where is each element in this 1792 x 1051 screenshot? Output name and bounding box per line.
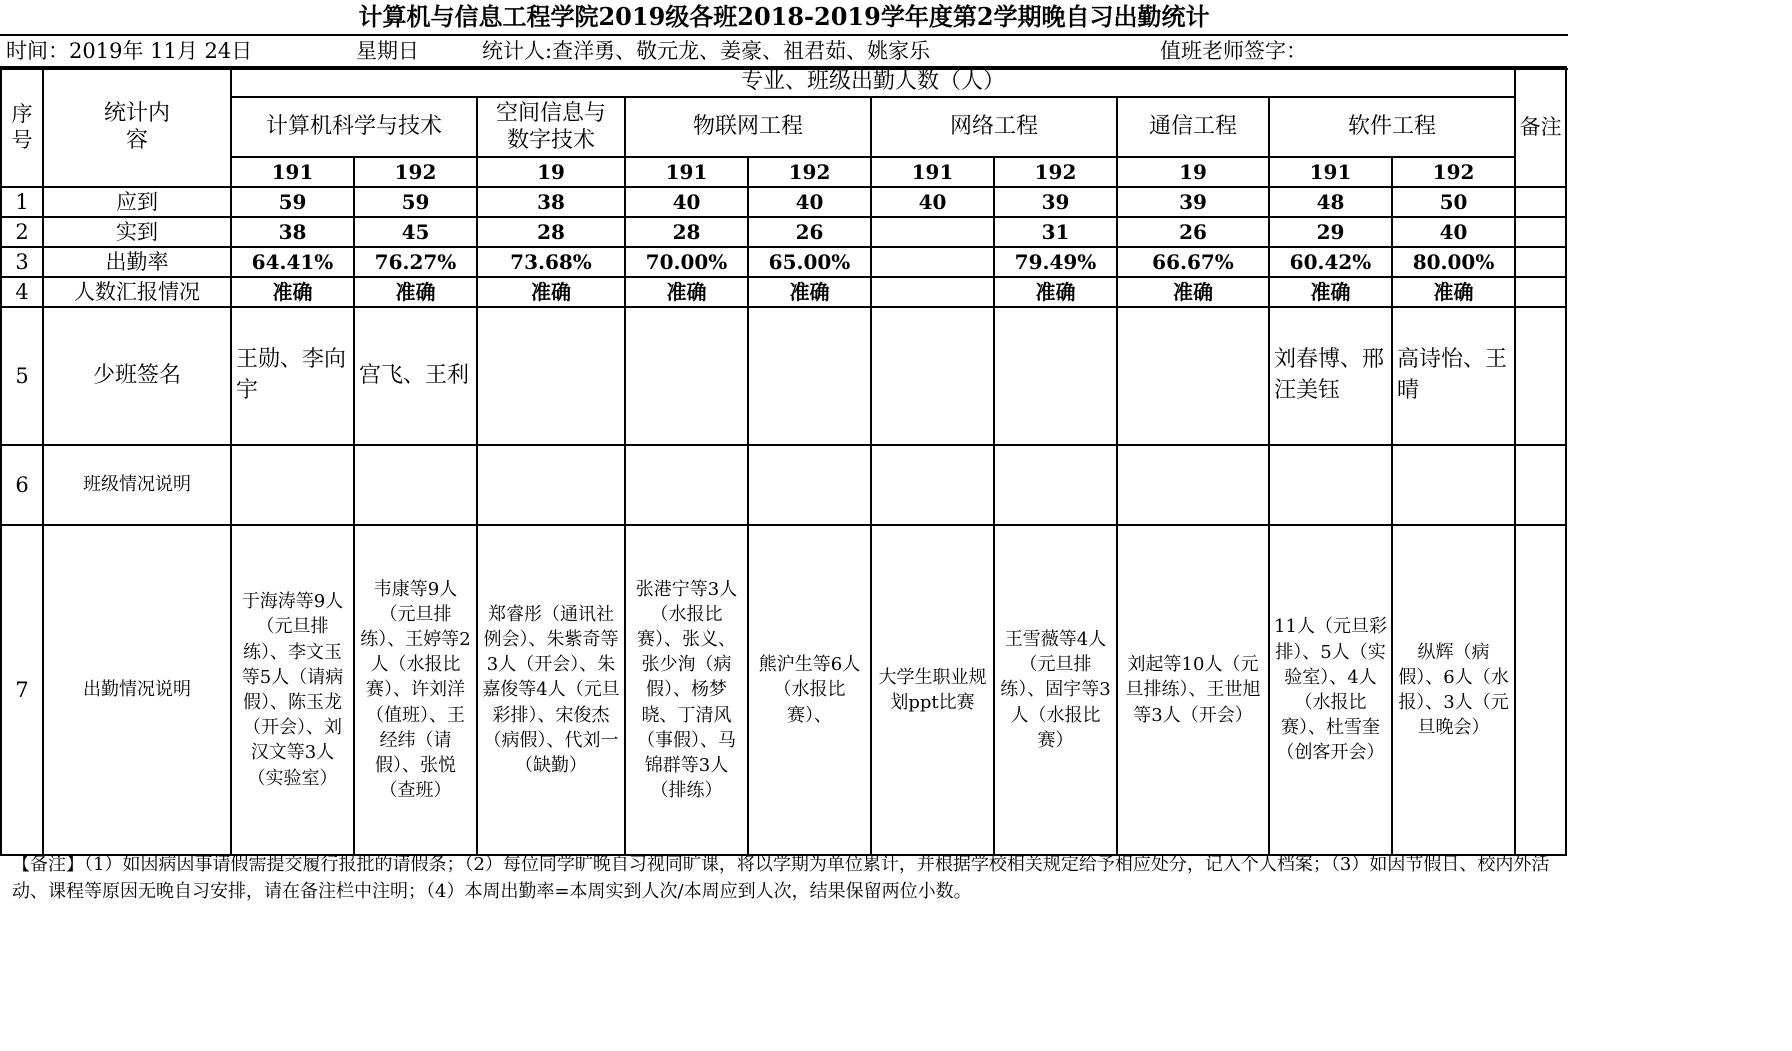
row-value <box>871 307 994 445</box>
row-seq: 4 <box>1 277 43 307</box>
row-value: 准确 <box>231 277 354 307</box>
major-header: 计算机科学与技术 <box>231 97 477 157</box>
row-value <box>748 445 871 525</box>
row-value: 79.49% <box>994 247 1117 277</box>
row-value: 65.00% <box>748 247 871 277</box>
row-value: 准确 <box>1117 277 1269 307</box>
class-header: 192 <box>748 157 871 187</box>
table-row <box>1 187 1566 217</box>
notes-text: 【备注】（1）如因病因事请假需提交履行报批的请假条；（2）每位同学旷晚自习视同旷课，将以学期为单位累计，并根据学校相关规定给予相应处分，记入个人档案；（3）如因节假日、校内外活动、课程等原因无晚自习安排，请在备注栏中注明；（4）本周出勤率=本周实到人次/本周应到人次，结果保留两位小数。 <box>12 854 1550 902</box>
table-row <box>1 525 1566 855</box>
row-remark <box>1515 307 1566 445</box>
row-value: 76.27% <box>354 247 477 277</box>
row-value <box>871 217 994 247</box>
row-value <box>477 445 625 525</box>
table-row <box>1 307 1566 445</box>
class-row <box>1 157 1566 187</box>
row-value: 38 <box>477 187 625 217</box>
row-value <box>1117 445 1269 525</box>
row-value: 熊沪生等6人（水报比赛）、 <box>748 525 871 855</box>
row-value: 准确 <box>625 277 748 307</box>
row-value: 64.41% <box>231 247 354 277</box>
major-header: 通信工程 <box>1117 97 1269 157</box>
row-value: 48 <box>1269 187 1392 217</box>
row-value <box>1392 445 1515 525</box>
row-value <box>871 247 994 277</box>
row-value: 50 <box>1392 187 1515 217</box>
class-header: 192 <box>1392 157 1515 187</box>
row-remark <box>1515 525 1566 855</box>
row-value: 40 <box>748 187 871 217</box>
major-header: 软件工程 <box>1269 97 1515 157</box>
row-value: 宫飞、王利 <box>354 307 477 445</box>
row-value: 大学生职业规划ppt比赛 <box>871 525 994 855</box>
row-value: 王勋、李向宇 <box>231 307 354 445</box>
class-header: 191 <box>231 157 354 187</box>
row-value <box>994 445 1117 525</box>
row-value: 39 <box>1117 187 1269 217</box>
content-header: 统计内容 <box>43 67 231 187</box>
class-header: 192 <box>994 157 1117 187</box>
class-header: 191 <box>871 157 994 187</box>
row-value <box>625 445 748 525</box>
row-value: 45 <box>354 217 477 247</box>
row-value: 40 <box>1392 217 1515 247</box>
row-value: 38 <box>231 217 354 247</box>
date-text: 时间：2019年 11月 24日 <box>6 39 253 63</box>
row-label: 少班签名 <box>43 307 231 445</box>
row-value: 刘春博、邢汪美钰 <box>1269 307 1392 445</box>
table-row <box>1 247 1566 277</box>
row-value: 刘起等10人（元旦排练）、王世旭等3人（开会） <box>1117 525 1269 855</box>
row-value: 40 <box>625 187 748 217</box>
attendance-table <box>0 66 1567 856</box>
row-label: 出勤率 <box>43 247 231 277</box>
major-header: 物联网工程 <box>625 97 871 157</box>
class-header: 192 <box>354 157 477 187</box>
row-value: 80.00% <box>1392 247 1515 277</box>
row-value: 准确 <box>1269 277 1392 307</box>
row-value <box>354 445 477 525</box>
row-value: 28 <box>477 217 625 247</box>
row-value: 26 <box>748 217 871 247</box>
row-seq: 1 <box>1 187 43 217</box>
row-seq: 6 <box>1 445 43 525</box>
data-rows <box>1 187 1566 855</box>
major-header: 网络工程 <box>871 97 1117 157</box>
row-value <box>871 277 994 307</box>
row-value <box>231 445 354 525</box>
group-header: 专业、班级出勤人数（人） <box>231 67 1515 97</box>
row-value <box>1117 307 1269 445</box>
row-label: 出勤情况说明 <box>43 525 231 855</box>
sheet-title: 计算机与信息工程学院2019级各班2018-2019学年度第2学期晚自习出勤统计 <box>358 2 1210 31</box>
table-row <box>1 277 1566 307</box>
row-value: 11人（元旦彩排）、5人（实验室）、4人（水报比赛）、杜雪奎（创客开会） <box>1269 525 1392 855</box>
row-value <box>1269 445 1392 525</box>
row-value <box>748 307 871 445</box>
row-value: 准确 <box>1392 277 1515 307</box>
row-seq: 7 <box>1 525 43 855</box>
row-value: 纵辉（病假）、6人（水报）、3人（元旦晚会） <box>1392 525 1515 855</box>
row-value: 31 <box>994 217 1117 247</box>
major-row <box>1 97 1566 157</box>
row-value <box>477 307 625 445</box>
row-value: 29 <box>1269 217 1392 247</box>
row-value: 准确 <box>994 277 1117 307</box>
row-remark <box>1515 445 1566 525</box>
class-header: 19 <box>477 157 625 187</box>
row-label: 实到 <box>43 217 231 247</box>
row-remark <box>1515 247 1566 277</box>
row-label: 班级情况说明 <box>43 445 231 525</box>
row-value: 张港宁等3人（水报比赛）、张义、张少洵（病假）、杨梦晓、丁清风（事假）、马锦群等3人（排练） <box>625 525 748 855</box>
weekday-text: 星期日 <box>356 39 419 63</box>
row-value <box>871 445 994 525</box>
teacher-sign-label: 值班老师签字： <box>1160 39 1307 63</box>
table-row <box>1 217 1566 247</box>
row-value: 39 <box>994 187 1117 217</box>
class-header: 19 <box>1117 157 1269 187</box>
row-value: 韦康等9人（元旦排练）、王婷等2人（水报比赛）、许刘洋（值班）、王经纬（请假）、张悦（查班） <box>354 525 477 855</box>
row-value: 26 <box>1117 217 1269 247</box>
row-value: 66.67% <box>1117 247 1269 277</box>
row-value: 70.00% <box>625 247 748 277</box>
class-header: 191 <box>625 157 748 187</box>
row-value: 王雪薇等4人（元旦排练）、固宇等3人（水报比赛） <box>994 525 1117 855</box>
row-label: 应到 <box>43 187 231 217</box>
row-value: 73.68% <box>477 247 625 277</box>
row-seq: 2 <box>1 217 43 247</box>
row-value: 于海涛等9人（元旦排练）、李文玉等5人（请病假）、陈玉龙（开会）、刘汉文等3人（实验室） <box>231 525 354 855</box>
row-value: 59 <box>354 187 477 217</box>
info-bar <box>0 34 1568 70</box>
seq-header: 序号 <box>1 67 43 187</box>
class-header: 191 <box>1269 157 1392 187</box>
row-value: 59 <box>231 187 354 217</box>
row-remark <box>1515 187 1566 217</box>
row-value: 40 <box>871 187 994 217</box>
statisticians-text: 统计人:查洋勇、敬元龙、姜豪、祖君茹、姚家乐 <box>482 39 931 63</box>
row-value: 准确 <box>354 277 477 307</box>
row-seq: 5 <box>1 307 43 445</box>
table-row <box>1 445 1566 525</box>
row-value: 高诗怡、王晴 <box>1392 307 1515 445</box>
row-remark <box>1515 277 1566 307</box>
row-remark <box>1515 217 1566 247</box>
row-value: 郑睿彤（通讯社例会）、朱紫奇等3人（开会）、朱嘉俊等4人（元旦彩排）、宋俊杰（病假）、代刘一（缺勤） <box>477 525 625 855</box>
row-value: 60.42% <box>1269 247 1392 277</box>
row-value <box>994 307 1117 445</box>
row-value: 准确 <box>477 277 625 307</box>
major-header: 空间信息与数字技术 <box>477 97 625 157</box>
remark-header: 备注 <box>1515 67 1566 187</box>
row-seq: 3 <box>1 247 43 277</box>
row-value: 准确 <box>748 277 871 307</box>
row-value: 28 <box>625 217 748 247</box>
row-label: 人数汇报情况 <box>43 277 231 307</box>
row-value <box>625 307 748 445</box>
